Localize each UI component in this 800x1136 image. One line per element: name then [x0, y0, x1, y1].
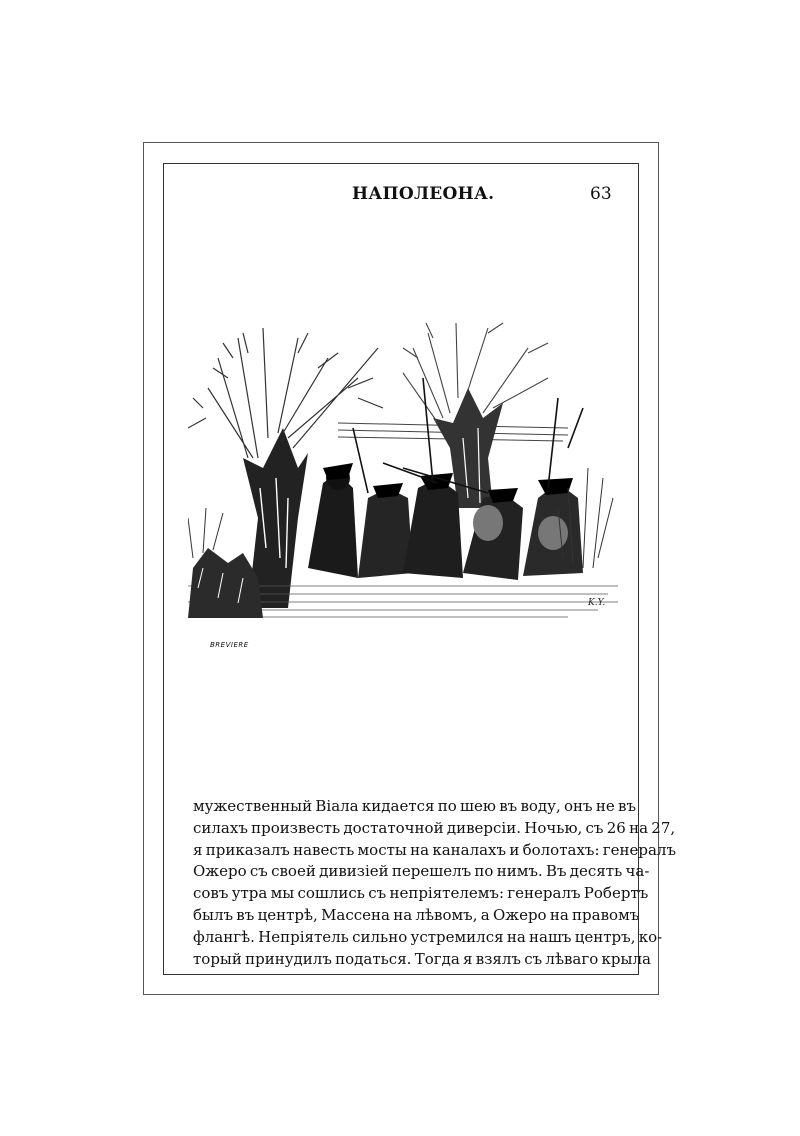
text-line: флангѣ. Непріятель сильно устремился на нашъ центръ, ко-	[193, 927, 663, 946]
engraver-signature: BREVIERE	[210, 641, 249, 649]
text-line: я приказалъ навесть мосты на каналахъ и болотахъ: генералъ	[193, 840, 676, 859]
text-line: былъ въ центрѣ, Массена на лѣвомъ, а Ожеро на правомъ	[193, 905, 640, 924]
soldiers-group	[308, 378, 583, 580]
body-text	[193, 796, 676, 970]
battle-engraving	[188, 318, 618, 618]
text-line: Ожеро съ своей дивизіей перешелъ по нимъ. Въ десять ча-	[193, 862, 650, 881]
text-line: силахъ произвесть достаточной диверсіи. Ночью, съ 26 на 27,	[193, 818, 676, 837]
text-line: мужественный Віала кидается по шею въ воду, онъ не въ	[193, 797, 636, 815]
engraver-monogram: K.Y.	[588, 598, 606, 608]
left-foliage	[188, 508, 263, 618]
running-title: НАПОЛЕОНА.	[352, 184, 495, 204]
page-number: 63	[590, 184, 612, 204]
text-line: торый принудилъ податься. Тогда я взялъ съ лѣваго крыла	[193, 949, 651, 968]
text-line: совъ утра мы сошлись съ непріятелемъ: генералъ Робертъ	[193, 884, 649, 903]
